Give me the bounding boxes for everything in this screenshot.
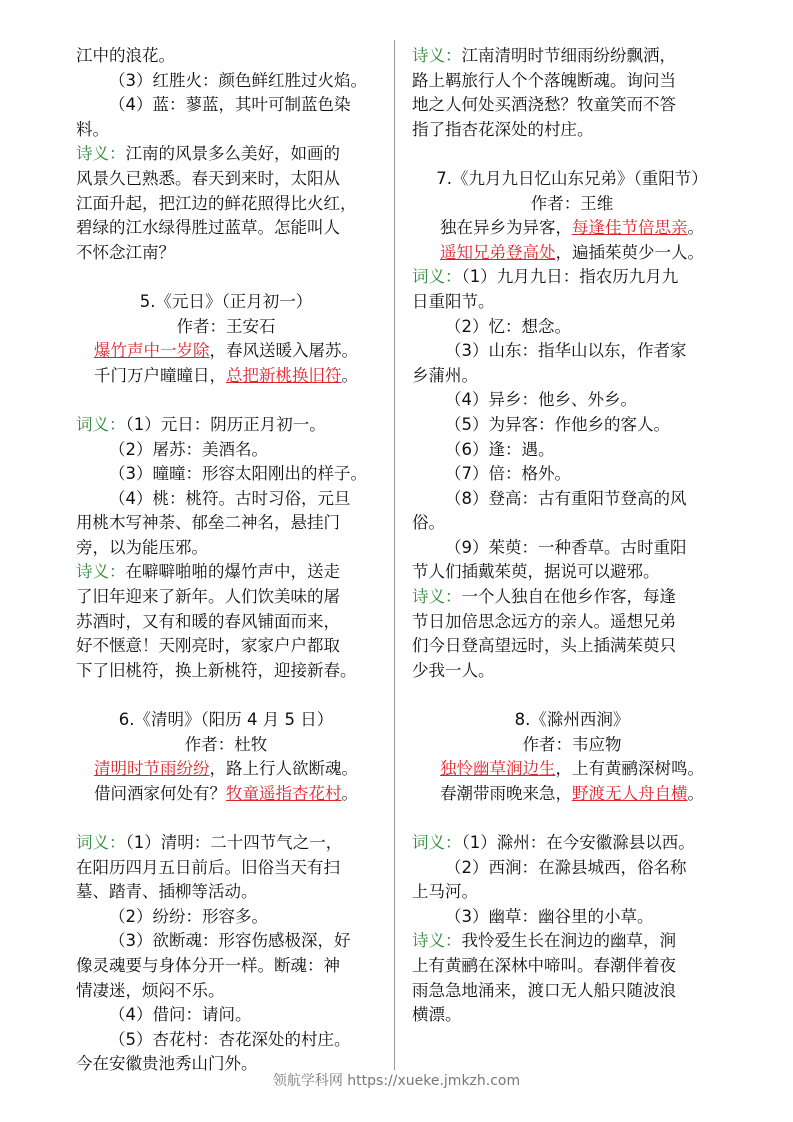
text-line: 好不惬意！天刚亮时，家家户户都取 [76,636,340,656]
text-line: 俗。 [412,513,445,533]
text-line: （3）红胜火：颜色鲜红胜过火焰。 [109,70,367,90]
text-line: （8）登高：古有重阳节登高的风 [445,488,687,508]
text-line: （5）杏花村：杏花深处的村庄。 [109,1029,351,1049]
text-line: 节日加倍思念远方的亲人。遥想兄弟 [412,611,676,631]
text-line: 乡蒲州。 [412,365,478,385]
poem-title: 7.《九月九日忆山东兄弟》（重阳节） [436,168,708,188]
highlighted-verse: 每逢佳节倍思亲 [572,218,688,238]
text-line: （2）西涧：在滁县城西，俗名称 [445,857,687,877]
text-line: （3）幽草：幽谷里的小草。 [445,906,654,926]
text-line: （3）山东：指华山以东，作者家 [445,341,687,361]
text-line: 苏酒时，又有和暖的春风铺面而来， [76,611,340,631]
text-line: （6）逢：遇。 [445,439,555,459]
text-line: （3）欲断魂：形容伤感极深，好 [109,931,351,951]
shiyi-line: 诗义：江南清明时节细雨纷纷飘洒， [412,46,676,65]
poem-title: 6.《清明》（阳历 4 月 5 日） [118,710,334,730]
highlighted-verse: 野渡无人舟自横 [572,783,688,803]
poem-line: 千门万户曈曈日，总把新桃换旧符。 [94,365,358,385]
text-line: （4）桃：桃符。古时习俗，元旦 [109,488,351,508]
text-line: （4）蓝：蓼蓝，其叶可制蓝色染 [109,95,351,115]
ciyi-line: 词义：（1）元日：阴历正月初一。 [76,414,326,434]
shiyi-line: 诗义：在噼噼啪啪的爆竹声中，送走 [76,562,340,582]
text-line: 不怀念江南？ [76,242,175,262]
shiyi-label: 诗义： [76,562,126,582]
poem-title: 5.《元日》（正月初一） [139,291,313,311]
text-line: 在阳历四月五日前后。旧俗当天有扫 [76,857,340,877]
highlighted-verse: 独怜幽草涧边生 [440,759,556,779]
text-line: 用桃木写神荼、郁垒二神名，悬挂门 [76,513,340,533]
text-line: （2）纷纷：形容多。 [109,906,268,926]
text-line: 墓、踏青、插柳等活动。 [76,882,258,902]
ciyi-line: 词义：（1）清明：二十四节气之一， [76,833,343,852]
text-line: 上有黄鹂在深林中啼叫。春潮伴着夜 [412,955,676,975]
text-line: 像灵魂要与身体分开一样。断魂：神 [76,955,340,975]
text-line: 料。 [76,119,109,139]
shiyi-line: 诗义：我怜爱生长在涧边的幽草，涧 [412,931,676,951]
text-line: 们今日登高望远时，头上插满茱萸只 [412,636,676,656]
highlighted-verse: 遥知兄弟登高处 [440,242,556,262]
text-line: 横漂。 [412,1005,462,1025]
highlighted-verse: 总把新桃换旧符 [226,365,342,385]
poem-line: 遥知兄弟登高处，遍插茱萸少一人。 [440,242,704,262]
right-column [412,44,732,1028]
text-line: 日重阳节。 [412,291,495,311]
text-line: 风景久已熟悉。春天到来时，太阳从 [76,168,340,188]
text-line: 节人们插戴茱萸，据说可以避邪。 [412,562,660,582]
ciyi-label: 词义： [412,267,462,287]
poem-line: 借问酒家何处有？牧童遥指杏花村。 [94,783,358,803]
text-line: （2）忆：想念。 [445,316,571,336]
shiyi-line: 诗义：江南的风景多么美好，如画的 [76,144,340,164]
text-line: 情凄迷，烦闷不乐。 [76,980,225,1000]
poem-author: 作者：韦应物 [522,734,622,754]
ciyi-line: 词义：（1）滁州：在今安徽滁县以西。 [412,833,695,852]
shiyi-label: 诗义： [412,46,462,65]
poem-line: 爆竹声中一岁除，春风送暖入屠苏。 [94,341,358,361]
ciyi-label: 词义： [412,833,462,852]
poem-line: 独怜幽草涧边生，上有黄鹂深树鸣。 [440,759,704,779]
text-line: （3）曈曈：形容太阳刚出的样子。 [109,464,367,484]
poem-author: 作者：杜牧 [184,734,268,754]
shiyi-label: 诗义： [412,931,462,951]
highlighted-verse: 牧童遥指杏花村 [226,783,342,803]
text-line: 雨急急地涌来，渡口无人船只随波浪 [412,980,676,1000]
poem-line: 清明时节雨纷纷，路上行人欲断魂。 [94,759,358,779]
poem-line: 春潮带雨晚来急，野渡无人舟自横。 [440,783,704,803]
poem-author: 作者：王安石 [176,316,276,336]
ciyi-line: 词义：（1）九月九日：指农历九月九 [412,267,679,287]
text-line: （5）为异客：作他乡的客人。 [445,414,670,434]
text-line: 了旧年迎来了新年。人们饮美味的屠 [76,587,340,607]
text-line: 下了旧桃符，换上新桃符，迎接新春。 [76,660,357,680]
text-line: 碧绿的江水绿得胜过蓝草。怎能叫人 [76,218,340,238]
text-line: （4）异乡：他乡、外乡。 [445,390,637,410]
poem-title: 8.《滁州西涧》 [514,710,630,730]
highlighted-verse: 清明时节雨纷纷 [94,759,210,779]
text-line: （4）借问：请问。 [109,1005,252,1025]
text-line: 江面升起，把江边的鲜花照得比火红， [76,193,357,213]
text-line: 上马河。 [412,882,478,902]
text-line: 地之人何处买酒浇愁？牧童笑而不答 [412,95,676,115]
column-divider [394,40,395,1070]
left-column [76,44,376,1077]
ciyi-label: 词义： [76,414,126,434]
text-line: 路上羁旅行人个个落魄断魂。询问当 [412,70,676,90]
shiyi-label: 诗义： [412,587,462,607]
highlighted-verse: 爆竹声中一岁除 [94,341,210,361]
footer-watermark: 领航学科网 https://xueke.jmkzh.com [272,1073,521,1089]
shiyi-label: 诗义： [76,144,126,164]
poem-line: 独在异乡为异客，每逢佳节倍思亲。 [440,218,704,238]
poem-author: 作者：王维 [530,193,614,213]
text-line: （7）倍：格外。 [445,464,571,484]
ciyi-label: 词义： [76,833,126,852]
text-line: 少我一人。 [412,660,495,680]
text-line: 江中的浪花。 [76,46,175,65]
text-line: 旁，以为能压邪。 [76,537,208,557]
shiyi-line: 诗义：一个人独自在他乡作客，每逢 [412,587,676,607]
text-line: （9）茱萸：一种香草。古时重阳 [445,537,687,557]
text-line: （2）屠苏：美酒名。 [109,439,268,459]
text-line: 指了指杏花深处的村庄。 [412,119,594,139]
text-line: 今在安徽贵池秀山门外。 [76,1054,258,1074]
